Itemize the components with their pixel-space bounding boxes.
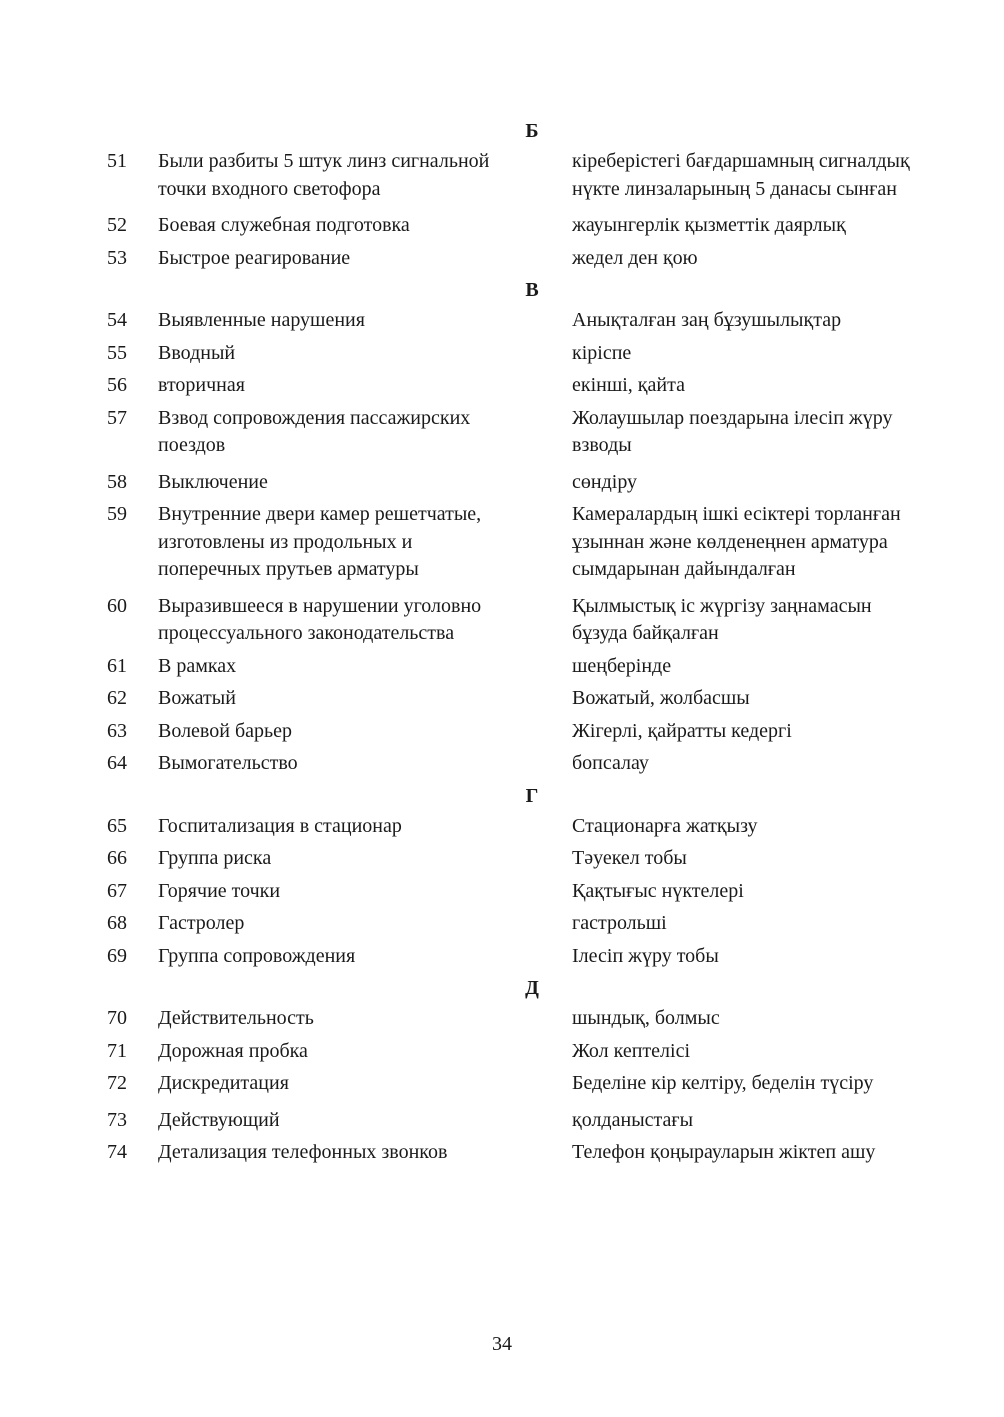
kazakh-term: Телефон қоңырауларын жіктеп ашу xyxy=(572,1141,876,1163)
entry-number: 62 xyxy=(107,687,127,709)
russian-term: Выключение xyxy=(158,470,268,493)
glossary-entry xyxy=(0,1070,1004,1098)
section-letter: В xyxy=(525,279,539,301)
kazakh-term: Беделіне кір келтіру, беделін түсіру xyxy=(572,1072,874,1094)
glossary-entry xyxy=(0,593,1004,648)
russian-term: Действительность xyxy=(158,1007,314,1029)
entry-number: 59 xyxy=(107,503,127,525)
russian-term: Группа риска xyxy=(158,847,272,869)
russian-term: Вожатый xyxy=(158,687,236,709)
glossary-entry xyxy=(0,1038,1004,1066)
russian-term: Вымогательство xyxy=(158,752,298,774)
kazakh-term: Камералардың ішкі есіктері торланған ұзыннан және көлденеңнен арматура сымдарынан дайындалған xyxy=(572,503,901,580)
russian-term: Волевой барьер xyxy=(158,719,292,742)
entry-number: 58 xyxy=(107,470,127,493)
russian-term: Дискредитация xyxy=(158,1072,289,1094)
kazakh-term: екінші, қайта xyxy=(572,374,685,396)
section-letter: Д xyxy=(525,977,539,999)
entry-number: 68 xyxy=(107,912,127,934)
russian-term: Были разбиты 5 штук линз сигнальной точки входного светофора xyxy=(158,150,490,200)
page-number: 34 xyxy=(492,1333,512,1355)
russian-term: Гастролер xyxy=(158,912,245,934)
glossary-entry xyxy=(0,845,1004,873)
kazakh-term: бопсалау xyxy=(572,752,649,774)
glossary-entry xyxy=(0,405,1004,460)
entry-number: 57 xyxy=(107,406,127,429)
kazakh-term: сөндіру xyxy=(572,470,638,493)
glossary-entry xyxy=(0,813,1004,841)
russian-term: вторичная xyxy=(158,374,245,396)
glossary-entry xyxy=(0,718,1004,746)
russian-term: Боевая служебная подготовка xyxy=(158,214,410,236)
russian-term: Действующий xyxy=(158,1108,280,1131)
russian-term: Горячие точки xyxy=(158,879,281,902)
entry-number: 71 xyxy=(107,1039,127,1062)
glossary-entry xyxy=(0,148,1004,203)
glossary-entry xyxy=(0,878,1004,906)
russian-term: Выявленные нарушения xyxy=(158,309,365,331)
glossary-entry xyxy=(0,1005,1004,1033)
russian-term: Взвод сопровождения пассажирских поездов xyxy=(158,406,471,456)
kazakh-term: Жол кептелісі xyxy=(572,1039,691,1062)
kazakh-term: Стационарға жатқызу xyxy=(572,814,758,837)
entry-number: 74 xyxy=(107,1141,127,1163)
russian-term: Дорожная пробка xyxy=(158,1039,308,1062)
glossary-entry xyxy=(0,750,1004,778)
kazakh-term: Қылмыстық іс жүргізу заңнамасын бұзуда байқалған xyxy=(572,594,872,644)
kazakh-term: Анықталған заң бұзушылықтар xyxy=(572,309,842,331)
entry-number: 69 xyxy=(107,944,127,967)
entry-number: 64 xyxy=(107,752,127,774)
glossary-entry xyxy=(0,501,1004,584)
section-letter: Б xyxy=(525,120,539,142)
entry-number: 60 xyxy=(107,594,127,617)
entry-number: 72 xyxy=(107,1072,127,1094)
glossary-entry xyxy=(0,1107,1004,1135)
glossary-entry xyxy=(0,307,1004,335)
entry-number: 63 xyxy=(107,719,127,742)
entry-number: 70 xyxy=(107,1007,127,1029)
russian-term: В рамках xyxy=(158,654,237,677)
glossary-entry xyxy=(0,372,1004,400)
kazakh-term: Ілесіп жүру тобы xyxy=(572,944,719,967)
kazakh-term: Тәуекел тобы xyxy=(572,847,687,869)
entry-number: 55 xyxy=(107,341,127,364)
section-letter: Г xyxy=(525,784,539,807)
kazakh-term: Вожатый, жолбасшы xyxy=(572,687,750,709)
kazakh-term: кіріспе xyxy=(572,341,632,364)
entry-number: 65 xyxy=(107,814,127,837)
russian-term: Вводный xyxy=(158,341,236,364)
glossary-entry xyxy=(0,943,1004,971)
glossary-table xyxy=(0,118,1004,1172)
russian-term: Быстрое реагирование xyxy=(158,246,351,269)
entry-number: 53 xyxy=(107,246,127,269)
entry-number: 51 xyxy=(107,150,127,172)
kazakh-term: Қақтығыс нүктелері xyxy=(572,879,744,902)
kazakh-term: Жігерлі, қайратты кедергі xyxy=(572,719,792,742)
kazakh-term: кіреберістегі бағдаршамның сигналдық нүкте линзаларының 5 данасы сынған xyxy=(572,150,910,200)
glossary-entry xyxy=(0,245,1004,273)
glossary-entry xyxy=(0,653,1004,681)
kazakh-term: шеңберінде xyxy=(572,654,672,677)
glossary-entry xyxy=(0,340,1004,368)
russian-term: Детализация телефонных звонков xyxy=(158,1141,448,1163)
glossary-entry xyxy=(0,910,1004,938)
entry-number: 66 xyxy=(107,847,127,869)
glossary-entry xyxy=(0,1139,1004,1167)
entry-number: 56 xyxy=(107,374,127,396)
kazakh-term: жедел ден қою xyxy=(572,246,698,269)
kazakh-term: жауынгерлік қызметтік даярлық xyxy=(572,214,846,236)
kazakh-term: қолданыстағы xyxy=(572,1108,694,1131)
kazakh-term: шындық, болмыс xyxy=(572,1007,720,1029)
kazakh-term: гастрольші xyxy=(572,912,667,934)
russian-term: Группа сопровождения xyxy=(158,944,356,967)
entry-number: 73 xyxy=(107,1108,127,1131)
russian-term: Выразившееся в нарушении уголовно процессуального законодательства xyxy=(158,594,482,644)
kazakh-term: Жолаушылар поездарына ілесіп жүру взводы xyxy=(572,406,893,456)
entry-number: 54 xyxy=(107,309,127,331)
glossary-entry xyxy=(0,469,1004,497)
entry-number: 61 xyxy=(107,654,127,677)
glossary-entry xyxy=(0,212,1004,240)
russian-term: Внутренние двери камер решетчатые, изготовлены из продольных и поперечных прутьев арматуры xyxy=(158,503,482,580)
glossary-entry xyxy=(0,685,1004,713)
russian-term: Госпитализация в стационар xyxy=(158,814,402,837)
entry-number: 67 xyxy=(107,879,127,902)
entry-number: 52 xyxy=(107,214,127,236)
